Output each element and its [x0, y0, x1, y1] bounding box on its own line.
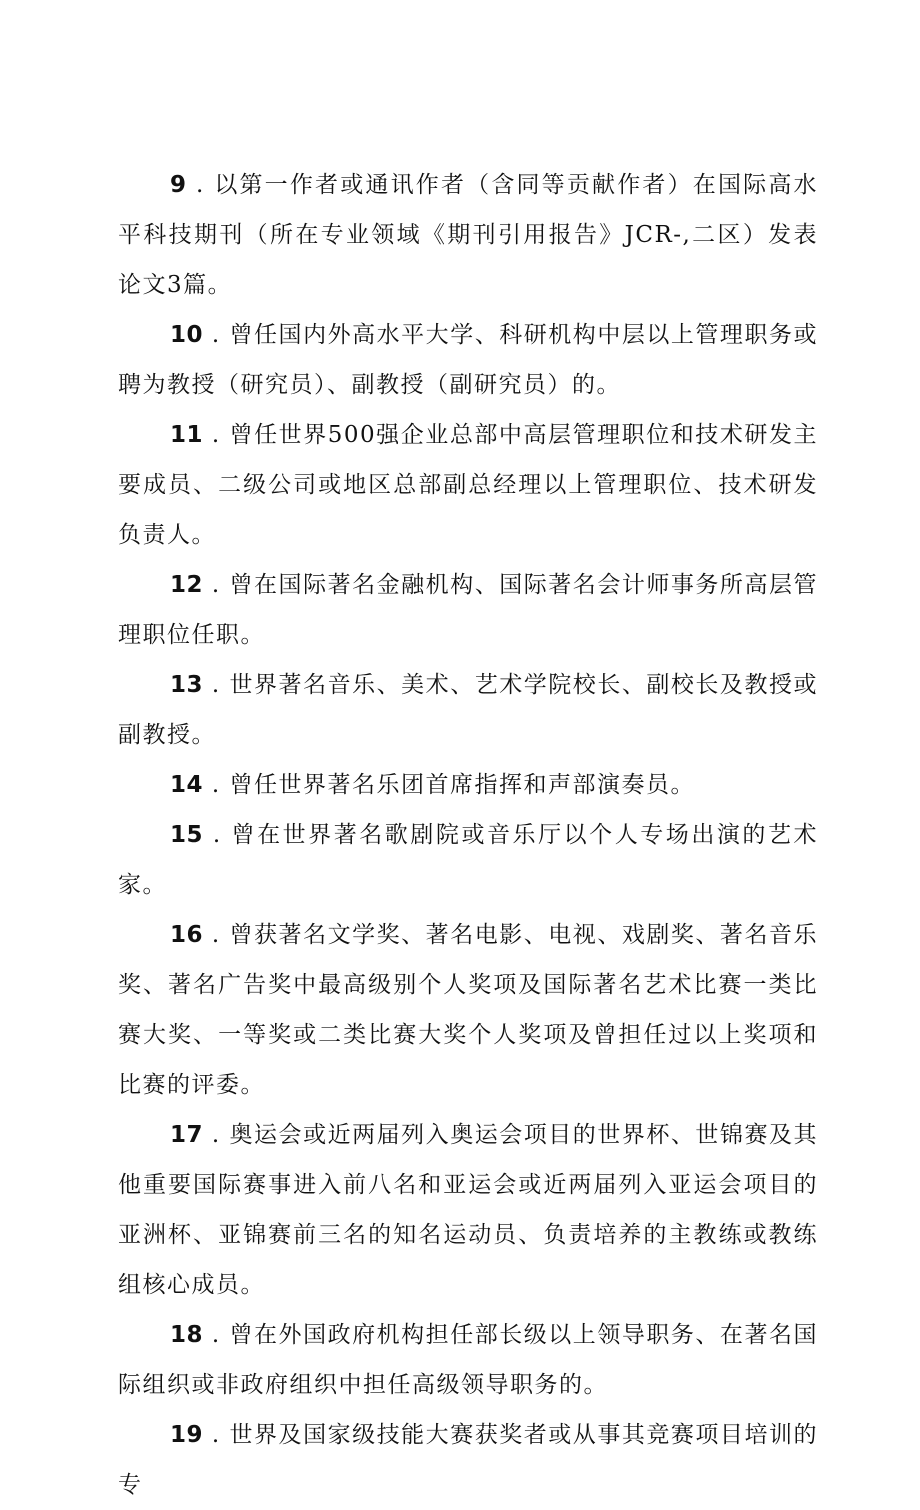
- list-item: 12 . 曾在国际著名金融机构、国际著名会计师事务所高层管理职位任职。: [118, 572, 819, 648]
- item-number: 15: [170, 822, 204, 848]
- item-number: 11: [170, 422, 204, 448]
- item-number: 19: [170, 1422, 204, 1448]
- list-item: 17 . 奥运会或近两届列入奥运会项目的世界杯、世锦赛及其他重要国际赛事进入前八名和亚运会或近两届列入亚运会项目的亚洲杯、亚锦赛前三名的知名运动员、负责培养的主教练或教练组核心成员。: [118, 1122, 819, 1298]
- list-item: 16 . 曾获著名文学奖、著名电影、电视、戏剧奖、著名音乐奖、著名广告奖中最高级别个人奖项及国际著名艺术比赛一类比赛大奖、一等奖或二类比赛大奖个人奖项及曾担任过以上奖项和比赛的评委。: [118, 922, 819, 1098]
- document-body: [118, 160, 818, 1510]
- item-number: 12: [170, 572, 204, 598]
- list-item: 11 . 曾任世界500强企业总部中高层管理职位和技术研发主要成员、二级公司或地区总部副总经理以上管理职位、技术研发负责人。: [118, 422, 818, 548]
- item-text: 奥运会或近两届列入奥运会项目的世界杯、世锦赛及其他重要国际赛事进入前八名和亚运会或近两届列入亚运会项目的亚洲杯、亚锦赛前三名的知名运动员、负责培养的主教练或教练组核心成员。: [118, 1122, 819, 1298]
- list-item: 19 . 世界及国家级技能大赛获奖者或从事其竞赛项目培训的专: [118, 1422, 819, 1498]
- list-item: 14 . 曾任世界著名乐团首席指挥和声部演奏员。: [170, 772, 695, 798]
- list-item: 18 . 曾在外国政府机构担任部长级以上领导职务、在著名国际组织或非政府组织中担任高级领导职务的。: [118, 1322, 819, 1398]
- item-text: 以第一作者或通讯作者（含同等贡献作者）在国际高水平科技期刊（所在专业领域《期刊引用报告》JCR-,二区）发表论文3篇。: [118, 172, 818, 298]
- list-item: 15 . 曾在世界著名歌剧院或音乐厅以个人专场出演的艺术家。: [118, 822, 819, 898]
- item-number: 16: [170, 922, 204, 948]
- item-text: 曾在世界著名歌剧院或音乐厅以个人专场出演的艺术家。: [118, 822, 819, 898]
- item-number: 13: [170, 672, 204, 698]
- item-text: 曾任国内外高水平大学、科研机构中层以上管理职务或聘为教授（研究员）、副教授（副研究员）的。: [118, 322, 819, 398]
- item-number: 17: [170, 1122, 204, 1148]
- item-number: 18: [170, 1322, 204, 1348]
- item-text: 曾获著名文学奖、著名电影、电视、戏剧奖、著名音乐奖、著名广告奖中最高级别个人奖项及国际著名艺术比赛一类比赛大奖、一等奖或二类比赛大奖个人奖项及曾担任过以上奖项和比赛的评委。: [118, 922, 819, 1098]
- item-number: 9: [170, 172, 187, 198]
- item-text: 世界及国家级技能大赛获奖者或从事其竞赛项目培训的专: [118, 1422, 819, 1498]
- item-number: 10: [170, 322, 204, 348]
- item-number: 14: [170, 772, 204, 798]
- item-text: 曾任世界著名乐团首席指挥和声部演奏员。: [229, 772, 695, 798]
- list-item: 9 . 以第一作者或通讯作者（含同等贡献作者）在国际高水平科技期刊（所在专业领域《期刊引用报告》JCR-,二区）发表论文3篇。: [118, 172, 818, 298]
- item-text: 曾在国际著名金融机构、国际著名会计师事务所高层管理职位任职。: [118, 572, 819, 648]
- list-item: 13 . 世界著名音乐、美术、艺术学院校长、副校长及教授或副教授。: [118, 672, 819, 748]
- list-item: 10 . 曾任国内外高水平大学、科研机构中层以上管理职务或聘为教授（研究员）、副教授（副研究员）的。: [118, 322, 819, 398]
- item-text: 曾在外国政府机构担任部长级以上领导职务、在著名国际组织或非政府组织中担任高级领导职务的。: [118, 1322, 819, 1398]
- item-text: 曾任世界500强企业总部中高层管理职位和技术研发主要成员、二级公司或地区总部副总经理以上管理职位、技术研发负责人。: [118, 422, 818, 548]
- item-text: 世界著名音乐、美术、艺术学院校长、副校长及教授或副教授。: [118, 672, 819, 748]
